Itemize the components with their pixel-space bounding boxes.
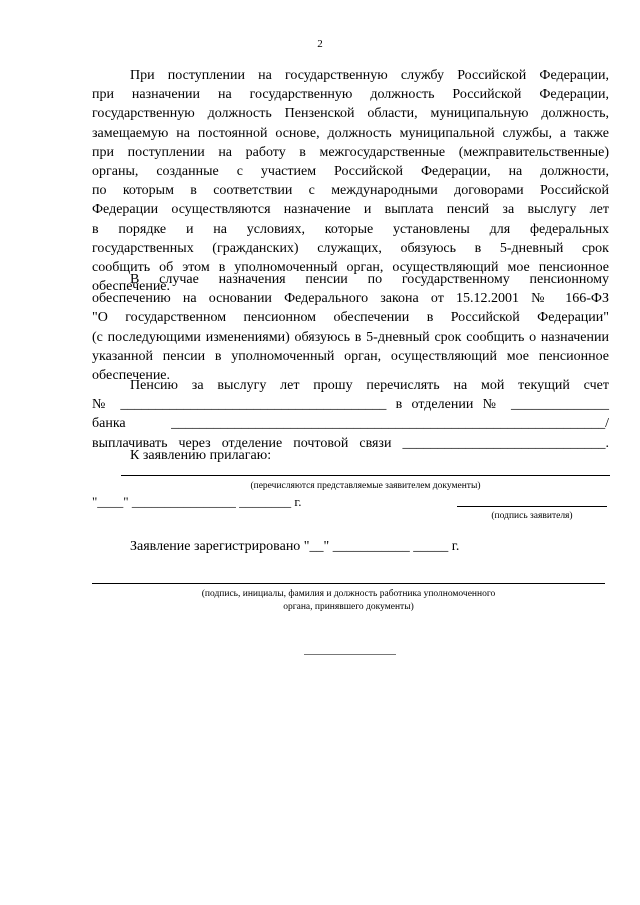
text-line: при поступлении на работу в межгосударственные (межправительственные) xyxy=(92,144,609,160)
text-line: государственную должность Пензенской области, муниципальную должность, xyxy=(92,106,609,122)
paragraph-service-obligation xyxy=(92,66,609,296)
paragraph-pension-notice xyxy=(92,270,609,385)
text-line: обеспечению на основании Федерального закона от 15.12.2001 № 166-ФЗ xyxy=(92,291,609,307)
text-line: обеспечение. xyxy=(92,368,171,384)
signature-rule xyxy=(457,506,607,507)
attachments-caption: (перечисляются представляемые заявителем документы) xyxy=(250,481,481,491)
attachments-rule xyxy=(121,475,610,476)
bank-line: банка ______________________________________________________________/ xyxy=(92,416,609,432)
text-line: В случае назначения пенсии по государственному пенсионному xyxy=(130,272,609,287)
text-line: Пенсию за выслугу лет прошу перечислять на мой текущий счет xyxy=(130,378,609,393)
text-line: обеспечение. xyxy=(92,279,171,295)
date-line-block xyxy=(92,492,609,511)
text-line: При поступлении на государственную службу Российской Федерации, xyxy=(130,68,609,83)
signature-caption: (подпись заявителя) xyxy=(491,511,573,521)
text-line: по которым в соответствии с международными договорами Российской xyxy=(92,183,609,199)
text-line: сообщить об этом в уполномоченный орган, осуществляющий мое пенсионное xyxy=(92,260,609,276)
officer-signature-rule xyxy=(92,583,605,584)
paragraph-payment-details xyxy=(92,376,609,453)
text-line: (с последующими изменениями) обязуюсь в 5-дневный срок сообщить о назначении xyxy=(92,329,609,345)
registration-block xyxy=(92,537,609,556)
attachments-label: К заявлению прилагаю: xyxy=(130,448,272,463)
text-line: Федерации осуществляются назначение и выплата пенсий за выслугу лет xyxy=(92,202,609,218)
attachments-label-block xyxy=(92,446,609,465)
postal-office-line: выплачивать через отделение почтовой связи _____________________________. xyxy=(92,435,609,451)
end-separator xyxy=(304,654,396,655)
date-line: "____" ________________ ________ г. xyxy=(92,494,302,509)
registration-line: Заявление зарегистрировано "__" ___________ _____ г. xyxy=(130,539,460,554)
text-line: при назначении на государственную должность Российской Федерации, xyxy=(92,87,609,103)
text-line: органы, созданные с участием Российской Федерации, на должности, xyxy=(92,164,609,180)
text-line: "О государственном пенсионном обеспечении в Российской Федерации" xyxy=(92,310,609,326)
text-line: замещаемую на постоянной основе, должность муниципальной службы, а также xyxy=(92,125,609,141)
officer-caption-line-2: органа, принявшего документы) xyxy=(283,602,414,612)
page-number: 2 xyxy=(317,38,323,50)
text-line: в порядке и на условиях, которые установлены для федеральных xyxy=(92,221,609,237)
text-line: указанной пенсии в уполномоченный орган, осуществляющий мое пенсионное xyxy=(92,348,609,364)
officer-caption-line-1: (подпись, инициалы, фамилия и должность работника уполномоченного xyxy=(201,589,496,599)
account-number-line: № ______________________________________ в отделении № ______________ xyxy=(92,397,609,413)
text-line: государственных (гражданских) служащих, обязуюсь в 5-дневный срок xyxy=(92,240,609,256)
